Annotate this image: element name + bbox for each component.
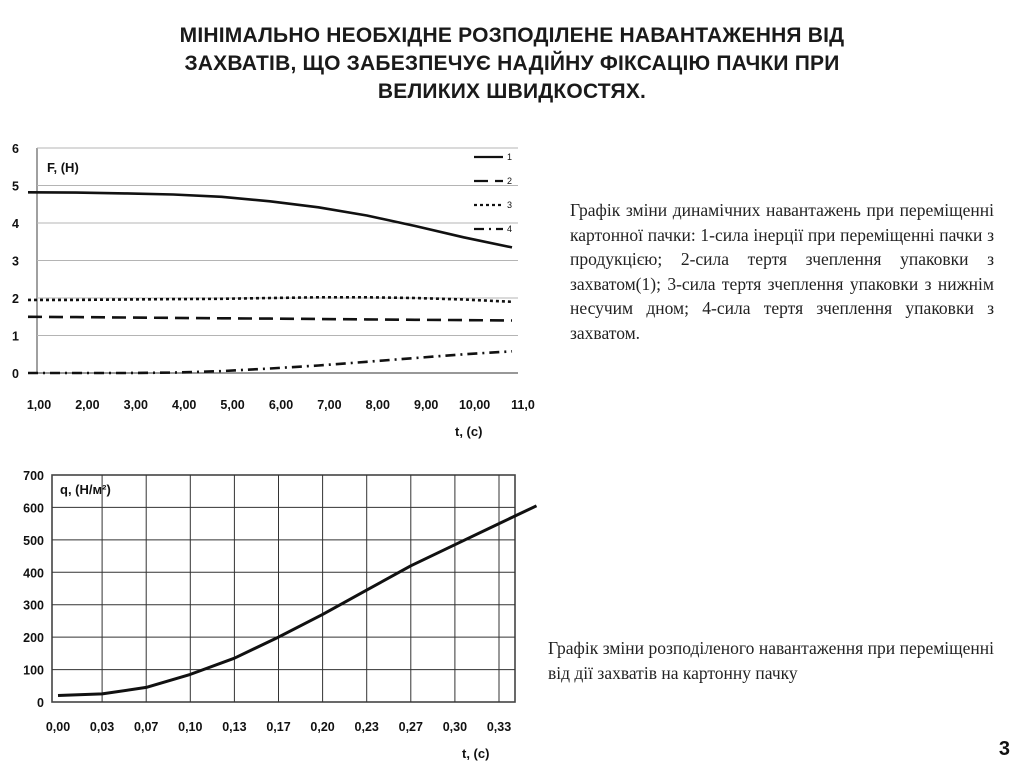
chart2-x-tick-label: 0,00 — [45, 720, 71, 734]
title-line-3: ВЕЛИКИХ ШВИДКОСТЯХ. — [377, 80, 647, 103]
chart2-y-tick-label: 200 — [23, 631, 44, 646]
chart1-x-tick-label: 1,00 — [26, 398, 52, 412]
chart2-x-tick-label: 0,07 — [134, 720, 159, 734]
chart2-y-axis-label: q, (Н/м²) — [60, 482, 111, 497]
chart1-legend-label: 4 — [507, 224, 513, 234]
chart1-series-4-line — [28, 351, 512, 373]
chart2-x-tick-label: 0,10 — [178, 720, 203, 734]
chart2-x-tick-label: 0,27 — [398, 720, 423, 734]
chart1-x-tick-label: 3,00 — [123, 398, 148, 412]
chart2-y-tick-label: 700 — [23, 469, 44, 483]
chart1-y-tick-label: 5 — [12, 179, 19, 194]
chart1-x-tick-label: 4,00 — [172, 398, 197, 412]
page-number: 3 — [998, 738, 1010, 760]
chart1-x-tick-label: 6,00 — [268, 398, 294, 412]
chart1-x-axis-label: t, (с) — [455, 424, 483, 439]
chart2-x-axis-label: t, (с) — [462, 746, 490, 761]
chart2-x-tick-label: 0,13 — [222, 720, 247, 734]
chart2-y-tick-label: 500 — [23, 533, 44, 548]
chart2-x-tick-label: 0,30 — [442, 720, 468, 734]
chart1-y-tick-label: 4 — [12, 217, 19, 231]
chart1-series-2-line — [28, 317, 512, 321]
chart2-y-tick-label: 300 — [23, 598, 44, 613]
chart2-x-tick-label: 0,03 — [89, 720, 115, 734]
chart1-y-tick-label: 2 — [12, 292, 19, 306]
chart1-y-tick-label: 3 — [12, 254, 19, 269]
caption-chart-forces: Графік зміни динамічних навантажень при переміщенні картонної пачки: 1-сила інерції при переміщенні пачки з продукцією; 2-сила тертя зчеплення упаковки з захватом(1); 3-сила тертя зчеплення упаковки з нижнім несучим дном; 4-сила тертя зчеплення упаковки з захватом. — [570, 200, 994, 343]
chart1-legend-label: 3 — [507, 200, 513, 210]
chart1-x-tick-label: 2,00 — [75, 398, 100, 412]
caption-chart-distributed-load: Графік зміни розподіленого навантаження при переміщенні від дії захватів на картонну пачку — [548, 638, 994, 683]
chart1-y-tick-label: 6 — [12, 142, 19, 156]
chart1-legend-label: 2 — [507, 176, 513, 186]
chart1-legend-label: 1 — [507, 152, 513, 162]
chart1-x-tick-label: 10,00 — [458, 398, 491, 412]
chart1-series-1-line — [28, 192, 512, 247]
chart1-y-tick-label: 0 — [12, 367, 19, 381]
chart2-x-tick-label: 0,23 — [354, 720, 379, 734]
chart2-y-tick-label: 600 — [23, 501, 44, 516]
chart1-x-tick-label: 7,00 — [317, 398, 342, 412]
chart1-x-tick-label: 5,00 — [220, 398, 245, 412]
chart2-y-tick-label: 0 — [37, 696, 44, 710]
chart1-x-tick-label: 11,0 — [511, 398, 535, 412]
chart1-x-tick-label: 9,00 — [414, 398, 439, 412]
chart2-x-tick-label: 0,17 — [266, 720, 291, 734]
chart2-frame — [52, 475, 515, 702]
chart2-x-tick-label: 0,33 — [486, 720, 512, 734]
chart2-series-q-line — [58, 506, 537, 696]
title-line-2: ЗАХВАТІВ, ЩО ЗАБЕЗПЕЧУЄ НАДІЙНУ ФІКСАЦІЮ ПАЧКИ ПРИ — [184, 52, 840, 75]
chart1-x-tick-label: 8,00 — [365, 398, 390, 412]
title-line-1: МІНІМАЛЬНО НЕОБХІДНЕ РОЗПОДІЛЕНЕ НАВАНТАЖЕННЯ ВІД — [179, 24, 845, 47]
chart2-y-tick-label: 400 — [23, 566, 44, 581]
chart2-x-tick-label: 0,20 — [310, 720, 335, 734]
chart1-y-tick-label: 1 — [12, 329, 19, 344]
chart1-y-axis-label: F, (Н) — [47, 160, 79, 175]
chart2-y-tick-label: 100 — [23, 663, 44, 678]
